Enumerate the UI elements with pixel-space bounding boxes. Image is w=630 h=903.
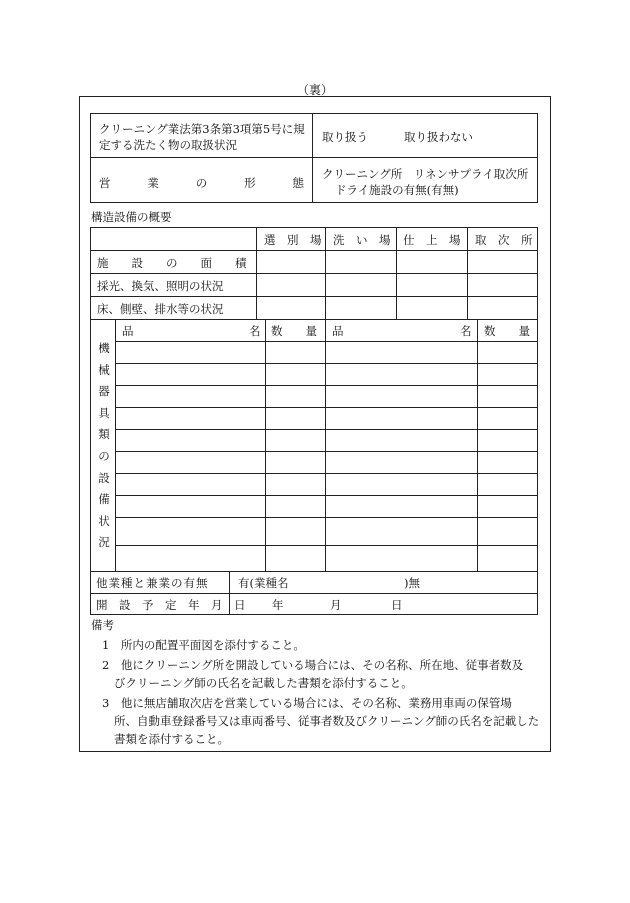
row-facility-area: 施 設 の 面 積 — [97, 256, 247, 270]
equip-col-item-b: 品 — [332, 324, 344, 338]
handling-label-line1: クリーニング業法第3条第3項第5号に規 — [99, 122, 305, 136]
row-lighting-status: 採光、換気、照明の状況 — [97, 279, 224, 293]
opening-year[interactable]: 年 — [272, 598, 284, 612]
header-finishing-area: 仕 上 場 — [403, 233, 461, 247]
note-3: 3 他に無店舗取次店を営業している場合には、その名称、業務用車両の保管場 — [102, 696, 512, 710]
equipment-side-label: 機 械 器 具 類 の 設 備 状 況 — [98, 341, 110, 550]
note-3-cont: 所、自動車登録番号又は車両番号、従事者数及びクリーニング師の氏名を記載した — [114, 714, 540, 728]
header-reception-area: 取 次 所 — [475, 233, 533, 247]
other-business-yes[interactable]: 有(業種名 — [238, 576, 289, 590]
note-2-cont: びクリーニング師の氏名を記載した書類を添付すること。 — [114, 676, 413, 690]
notes-title: 備考 — [91, 618, 114, 632]
equip-col-name-b: 名 — [460, 324, 472, 338]
handling-label-line2: 定する洗たく物の取扱状況 — [99, 138, 237, 152]
equip-col-name-a: 名 — [249, 324, 261, 338]
equip-col-qty-b: 数 量 — [484, 324, 530, 338]
handling-option-no[interactable]: 取り扱わない — [404, 130, 473, 144]
opening-date-label: 開 設 予 定 年 月 日 — [96, 598, 246, 612]
note-3-cont2: 書類を添付すること。 — [114, 732, 229, 746]
note-1: 1 所内の配置平面図を添付すること。 — [102, 638, 305, 652]
header-washing-area: 洗 い 場 — [333, 233, 391, 247]
business-form-label: 営 業 の 形 態 — [99, 176, 304, 190]
equip-col-qty-a: 数 量 — [271, 324, 317, 338]
page-label: （裏） — [296, 83, 333, 97]
structure-title: 構造設備の概要 — [91, 210, 172, 224]
note-2: 2 他にクリーニング所を開設している場合には、その名称、所在地、従事者数及 — [102, 658, 524, 672]
other-business-label: 他業種と兼業の有無 — [96, 576, 209, 590]
header-sorting-area: 選 別 場 — [264, 233, 322, 247]
business-form-options[interactable]: クリーニング所 リネンサプライ取次所 — [322, 167, 529, 181]
opening-month[interactable]: 月 — [330, 598, 342, 612]
opening-day[interactable]: 日 — [391, 598, 403, 612]
other-business-no[interactable]: )無 — [404, 576, 420, 590]
row-floor-status: 床、側壁、排水等の状況 — [97, 302, 224, 316]
handling-option-yes[interactable]: 取り扱う — [322, 130, 368, 144]
equip-col-item-a: 品 — [122, 324, 134, 338]
dry-facility-field[interactable]: ドライ施設の有無(有無) — [335, 183, 459, 197]
